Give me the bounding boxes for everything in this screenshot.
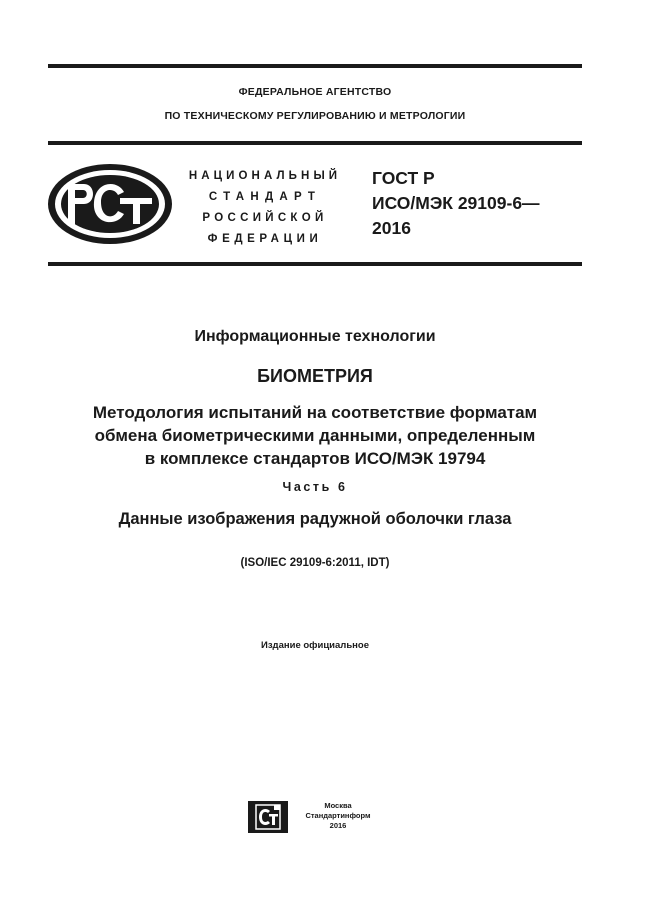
standard-code-year: 2016: [372, 218, 411, 238]
middle-rule: [48, 141, 582, 145]
part-number: Часть 6: [282, 480, 348, 494]
main-title-line: обмена биометрическими данными, определенным: [94, 426, 536, 445]
publisher-year: 2016: [329, 821, 347, 830]
field-title: Информационные технологии: [194, 328, 436, 345]
main-title-line: в комплексе стандартов ИСО/МЭК 19794: [144, 449, 486, 468]
standard-type-line: ФЕДЕРАЦИИ: [207, 233, 323, 245]
subject-title: БИОМЕТРИЯ: [257, 366, 373, 386]
part-title: Данные изображения радужной оболочки глаза: [118, 510, 512, 528]
iso-reference: (ISO/IEC 29109-6:2011, IDT): [240, 557, 390, 569]
agency-name-line-1: ФЕДЕРАЛЬНОЕ АГЕНТСТВО: [238, 86, 392, 98]
standard-type-line: НАЦИОНАЛЬНЫЙ: [188, 170, 342, 182]
rst-certification-mark-icon: [46, 162, 174, 246]
standard-type-line: СТАНДАРТ: [208, 191, 322, 203]
standard-code-line-1: ГОСТ Р: [372, 168, 435, 188]
publisher-info: [296, 801, 380, 831]
standard-code-line-2: ИСО/МЭК 29109-6—: [372, 193, 540, 213]
main-title-line: Методология испытаний на соответствие форматам: [92, 403, 538, 422]
publisher-city: Москва: [324, 801, 352, 810]
standard-designation: [372, 166, 540, 241]
bottom-rule: [48, 262, 582, 266]
standard-type-block: [180, 166, 350, 250]
main-title: [48, 401, 582, 470]
standartinform-logo-icon: [248, 801, 288, 833]
edition-note: Издание официальное: [261, 640, 369, 651]
agency-name-line-2: ПО ТЕХНИЧЕСКОМУ РЕГУЛИРОВАНИЮ И МЕТРОЛОГИИ: [164, 110, 466, 122]
top-rule: [48, 64, 582, 68]
publisher-name: Стандартинформ: [305, 811, 371, 820]
standard-type-line: РОССИЙСКОЙ: [202, 212, 328, 224]
